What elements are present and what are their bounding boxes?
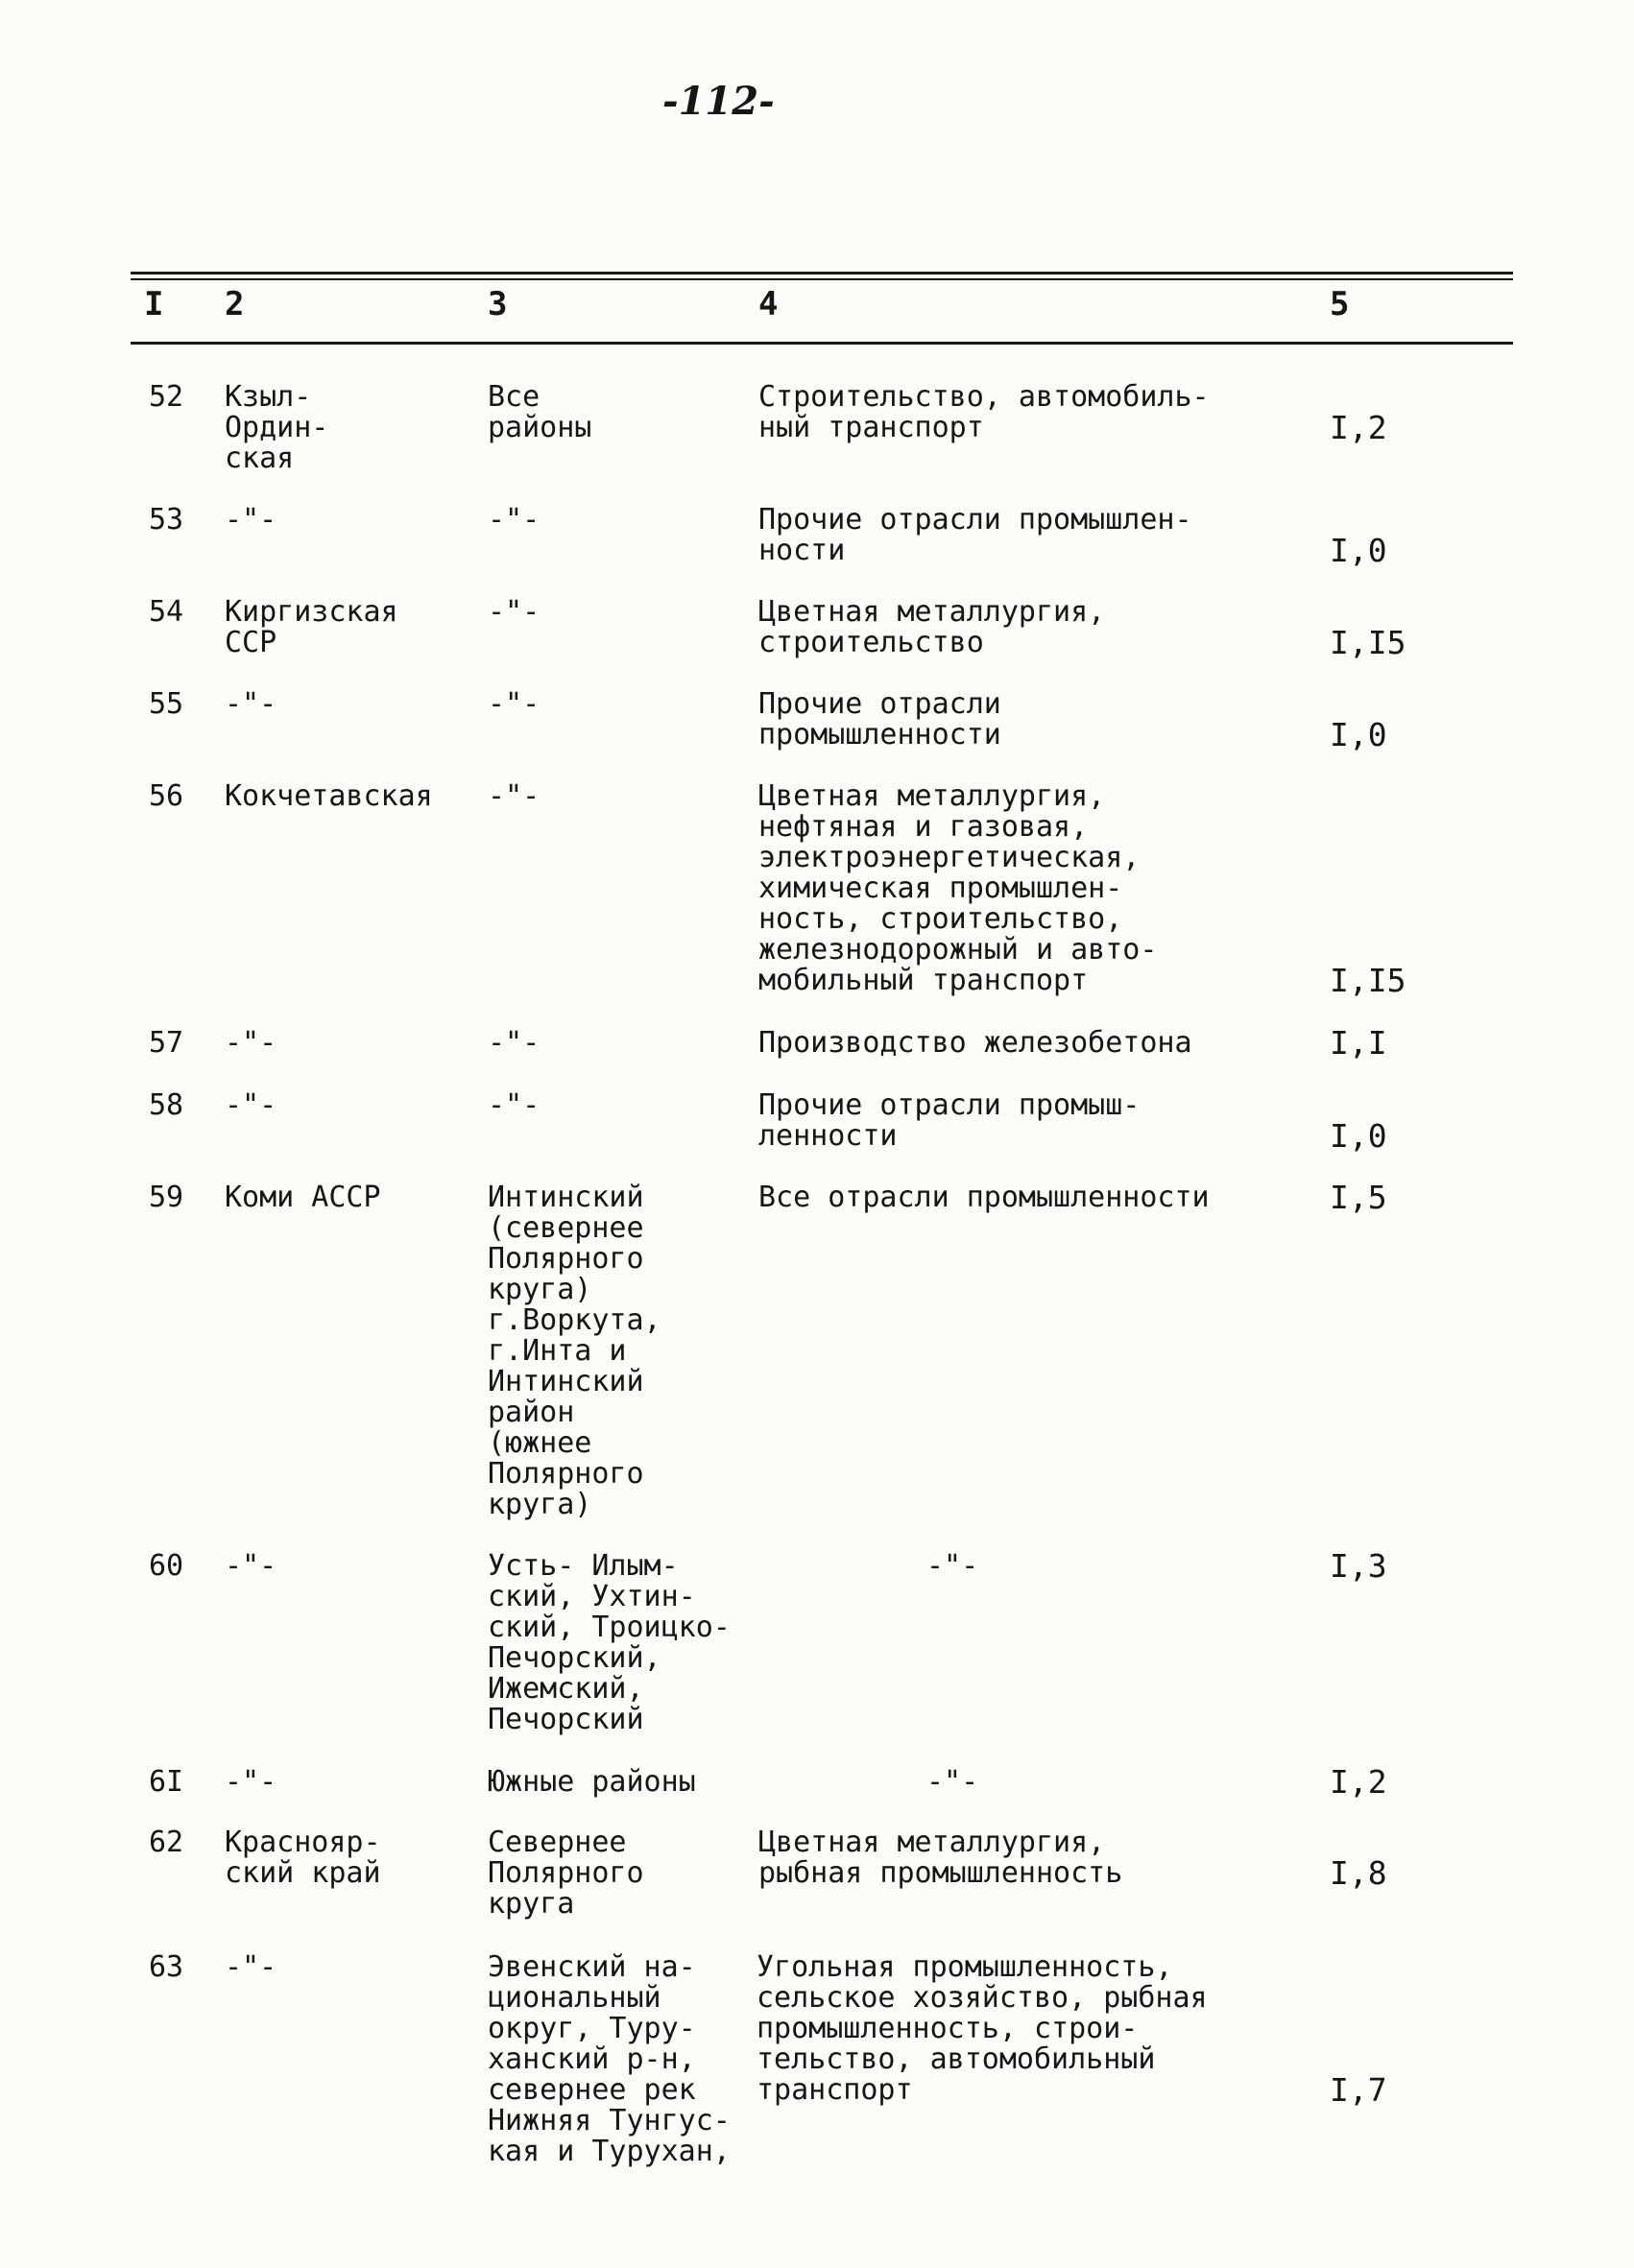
industry-cell: Прочие отрасли промышлен- ности [758, 503, 1192, 567]
industry-cell: Цветная металлургия, рыбная промышленность [758, 1826, 1123, 1890]
region-cell: -"- [225, 1026, 277, 1060]
region-cell: -"- [225, 687, 277, 721]
row-number: 62 [149, 1826, 184, 1859]
coefficient-cell: I,I5 [1330, 962, 1406, 999]
industry-cell: Строительство, автомобиль- ный транспорт [758, 380, 1210, 444]
region-cell: -"- [225, 503, 277, 537]
coefficient-cell: I,I [1330, 1024, 1387, 1062]
industry-cell: Цветная металлургия, строительство [758, 595, 1106, 659]
industry-cell: Цветная металлургия, нефтяная и газовая, электроэнергетическая, химическая промышлен- ность, строительство, железнодорожный и авто- мобильный транспорт [758, 779, 1158, 997]
district-cell: Интинский (севернее Полярного круга) г.Воркута, г.Инта и Интинский район (южнее Полярного круга) [488, 1181, 661, 1521]
district-cell: Севернее Полярного круга [488, 1826, 644, 1921]
industry-cell: -"- [926, 1765, 979, 1799]
row-number: 63 [149, 1950, 184, 1984]
row-number: 58 [149, 1088, 184, 1122]
district-cell: -"- [488, 503, 541, 537]
row-number: 60 [149, 1549, 184, 1583]
industry-cell: Прочие отрасли промышленности [758, 687, 1001, 752]
coefficient-cell: I,0 [1330, 1117, 1387, 1155]
coefficient-cell: I,0 [1330, 716, 1387, 753]
header-col-1: I [144, 285, 164, 323]
industry-cell: Угольная промышленность, сельское хозяйство, рыбная промышленность, строи- тельство, автомобильный транспорт [757, 1950, 1208, 2107]
industry-cell: Прочие отрасли промыш- ленности [758, 1088, 1141, 1153]
region-cell: Киргизская ССР [225, 595, 398, 659]
coefficient-cell: I,3 [1330, 1547, 1387, 1585]
district-cell: -"- [488, 687, 541, 721]
row-number: 55 [149, 687, 184, 721]
row-number: 54 [149, 595, 184, 629]
row-number: 59 [149, 1181, 184, 1214]
district-cell: -"- [488, 779, 541, 813]
district-cell: Южные районы [488, 1765, 696, 1799]
industry-cell: Производство железобетона [758, 1026, 1192, 1060]
coefficient-cell: I,8 [1330, 1854, 1387, 1892]
region-cell: Кзыл- Ордин- ская [225, 380, 329, 475]
header-col-5: 5 [1330, 285, 1350, 323]
row-number: 52 [149, 380, 184, 414]
table-top-rule-double [131, 278, 1513, 280]
row-number: 57 [149, 1026, 184, 1060]
district-cell: -"- [488, 595, 541, 629]
header-col-2: 2 [225, 285, 245, 323]
district-cell: Эвенский на- циональный округ, Туру- ханский р-н, севернее рек Нижняя Тунгус- кая и Турухан, [488, 1950, 731, 2168]
region-cell: -"- [225, 1950, 277, 1984]
region-cell: Коми АССР [225, 1181, 381, 1214]
region-cell: Кокчетавская [225, 779, 433, 813]
coefficient-cell: I,0 [1330, 532, 1387, 569]
coefficient-cell: I,I5 [1330, 624, 1406, 661]
district-cell: -"- [488, 1026, 541, 1060]
coefficient-cell: I,7 [1330, 2071, 1387, 2109]
header-col-3: 3 [488, 285, 508, 323]
region-cell: Краснояр- ский край [225, 1826, 381, 1890]
district-cell: Усть- Илым- ский, Ухтин- ский, Троицко- Печорский, Ижемский, Печорский [488, 1549, 731, 1736]
table-top-rule [131, 272, 1513, 275]
district-cell: -"- [488, 1088, 541, 1122]
region-cell: -"- [225, 1549, 277, 1583]
region-cell: -"- [225, 1765, 277, 1799]
row-number: 53 [149, 503, 184, 537]
district-cell: Все районы [488, 380, 592, 444]
header-bottom-rule [131, 342, 1513, 345]
region-cell: -"- [225, 1088, 277, 1122]
page-number: -112- [662, 79, 775, 124]
industry-cell: Все отрасли промышленности [758, 1181, 1210, 1214]
row-number: 56 [149, 779, 184, 813]
coefficient-cell: I,2 [1330, 409, 1387, 446]
coefficient-cell: I,5 [1330, 1179, 1387, 1216]
header-col-4: 4 [758, 285, 779, 323]
table-header [0, 285, 1634, 339]
industry-cell: -"- [926, 1549, 979, 1583]
row-number: 6I [149, 1765, 184, 1799]
coefficient-cell: I,2 [1330, 1763, 1387, 1801]
